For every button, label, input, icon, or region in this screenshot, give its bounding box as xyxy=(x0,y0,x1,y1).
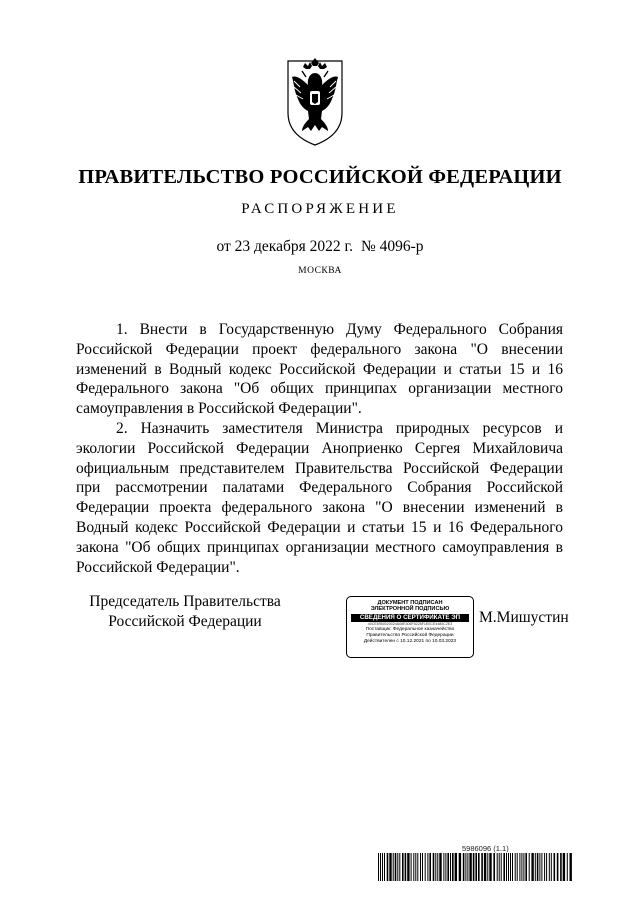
stamp-banner: СВЕДЕНИЯ О СЕРТИФИКАТЕ ЭП xyxy=(351,614,469,622)
stamp-serial: 40CE8950020024A08E306F8228F1E0CE4480C2E3 xyxy=(367,621,453,626)
document-date: от 23 декабря 2022 г. xyxy=(216,238,353,255)
government-title: ПРАВИТЕЛЬСТВО РОССИЙСКОЙ ФЕДЕРАЦИИ xyxy=(78,166,562,188)
signer-position-line2: Российской Федерации xyxy=(108,612,262,630)
document-body xyxy=(76,320,563,577)
stamp-validity: Действителен с 10.12.2021 по 10.03.2023 xyxy=(363,638,457,644)
city: МОСКВА xyxy=(298,266,342,276)
stamp-supplier: Поставщик: Федеральное казначейство xyxy=(365,627,455,633)
signer-position xyxy=(80,592,290,632)
document-type: РАСПОРЯЖЕНИЕ xyxy=(241,201,399,217)
barcode-icon xyxy=(378,853,572,881)
document-number: № 4096-р xyxy=(360,238,424,255)
stamp-owner: Правительство Российской Федерации xyxy=(366,632,454,638)
stamp-line2: ЭЛЕКТРОННОЙ ПОДПИСЬЮ xyxy=(370,606,450,613)
russian-coat-of-arms-icon xyxy=(280,55,350,147)
stamp-line1: ДОКУМЕНТ ПОДПИСАН xyxy=(377,600,443,606)
signer-position-line1: Председатель Правительства xyxy=(89,593,281,610)
document-date-line xyxy=(0,238,640,256)
paragraph-1: 1. Внести в Государственную Думу Федерального Собрания Российской Федерации проект федерального закона "О внесении изменений в Водный кодекс Российской Федерации и статьи 15 и 16 Федерального закона "Об общих принципах организации местного самоуправления в Российской Федерации". xyxy=(76,321,563,418)
electronic-signature-stamp xyxy=(346,596,474,658)
signer-name: М.Мишустин xyxy=(479,609,569,626)
barcode-number: 5986096 (1.1) xyxy=(462,844,509,853)
paragraph-2: 2. Назначить заместителя Министра природных ресурсов и экологии Российской Федерации Аноприенко Сергея Михайловича официальным представителем Правительства Российской Федерации при рассмотрении палатами Федерального Собрания Российской Федерации проекта федерального закона "О внесении изменений в Водный кодекс Российской Федерации и статьи 15 и 16 Федерального закона "Об общих принципах организации местного самоуправления в Российской Федерации". xyxy=(76,419,563,576)
